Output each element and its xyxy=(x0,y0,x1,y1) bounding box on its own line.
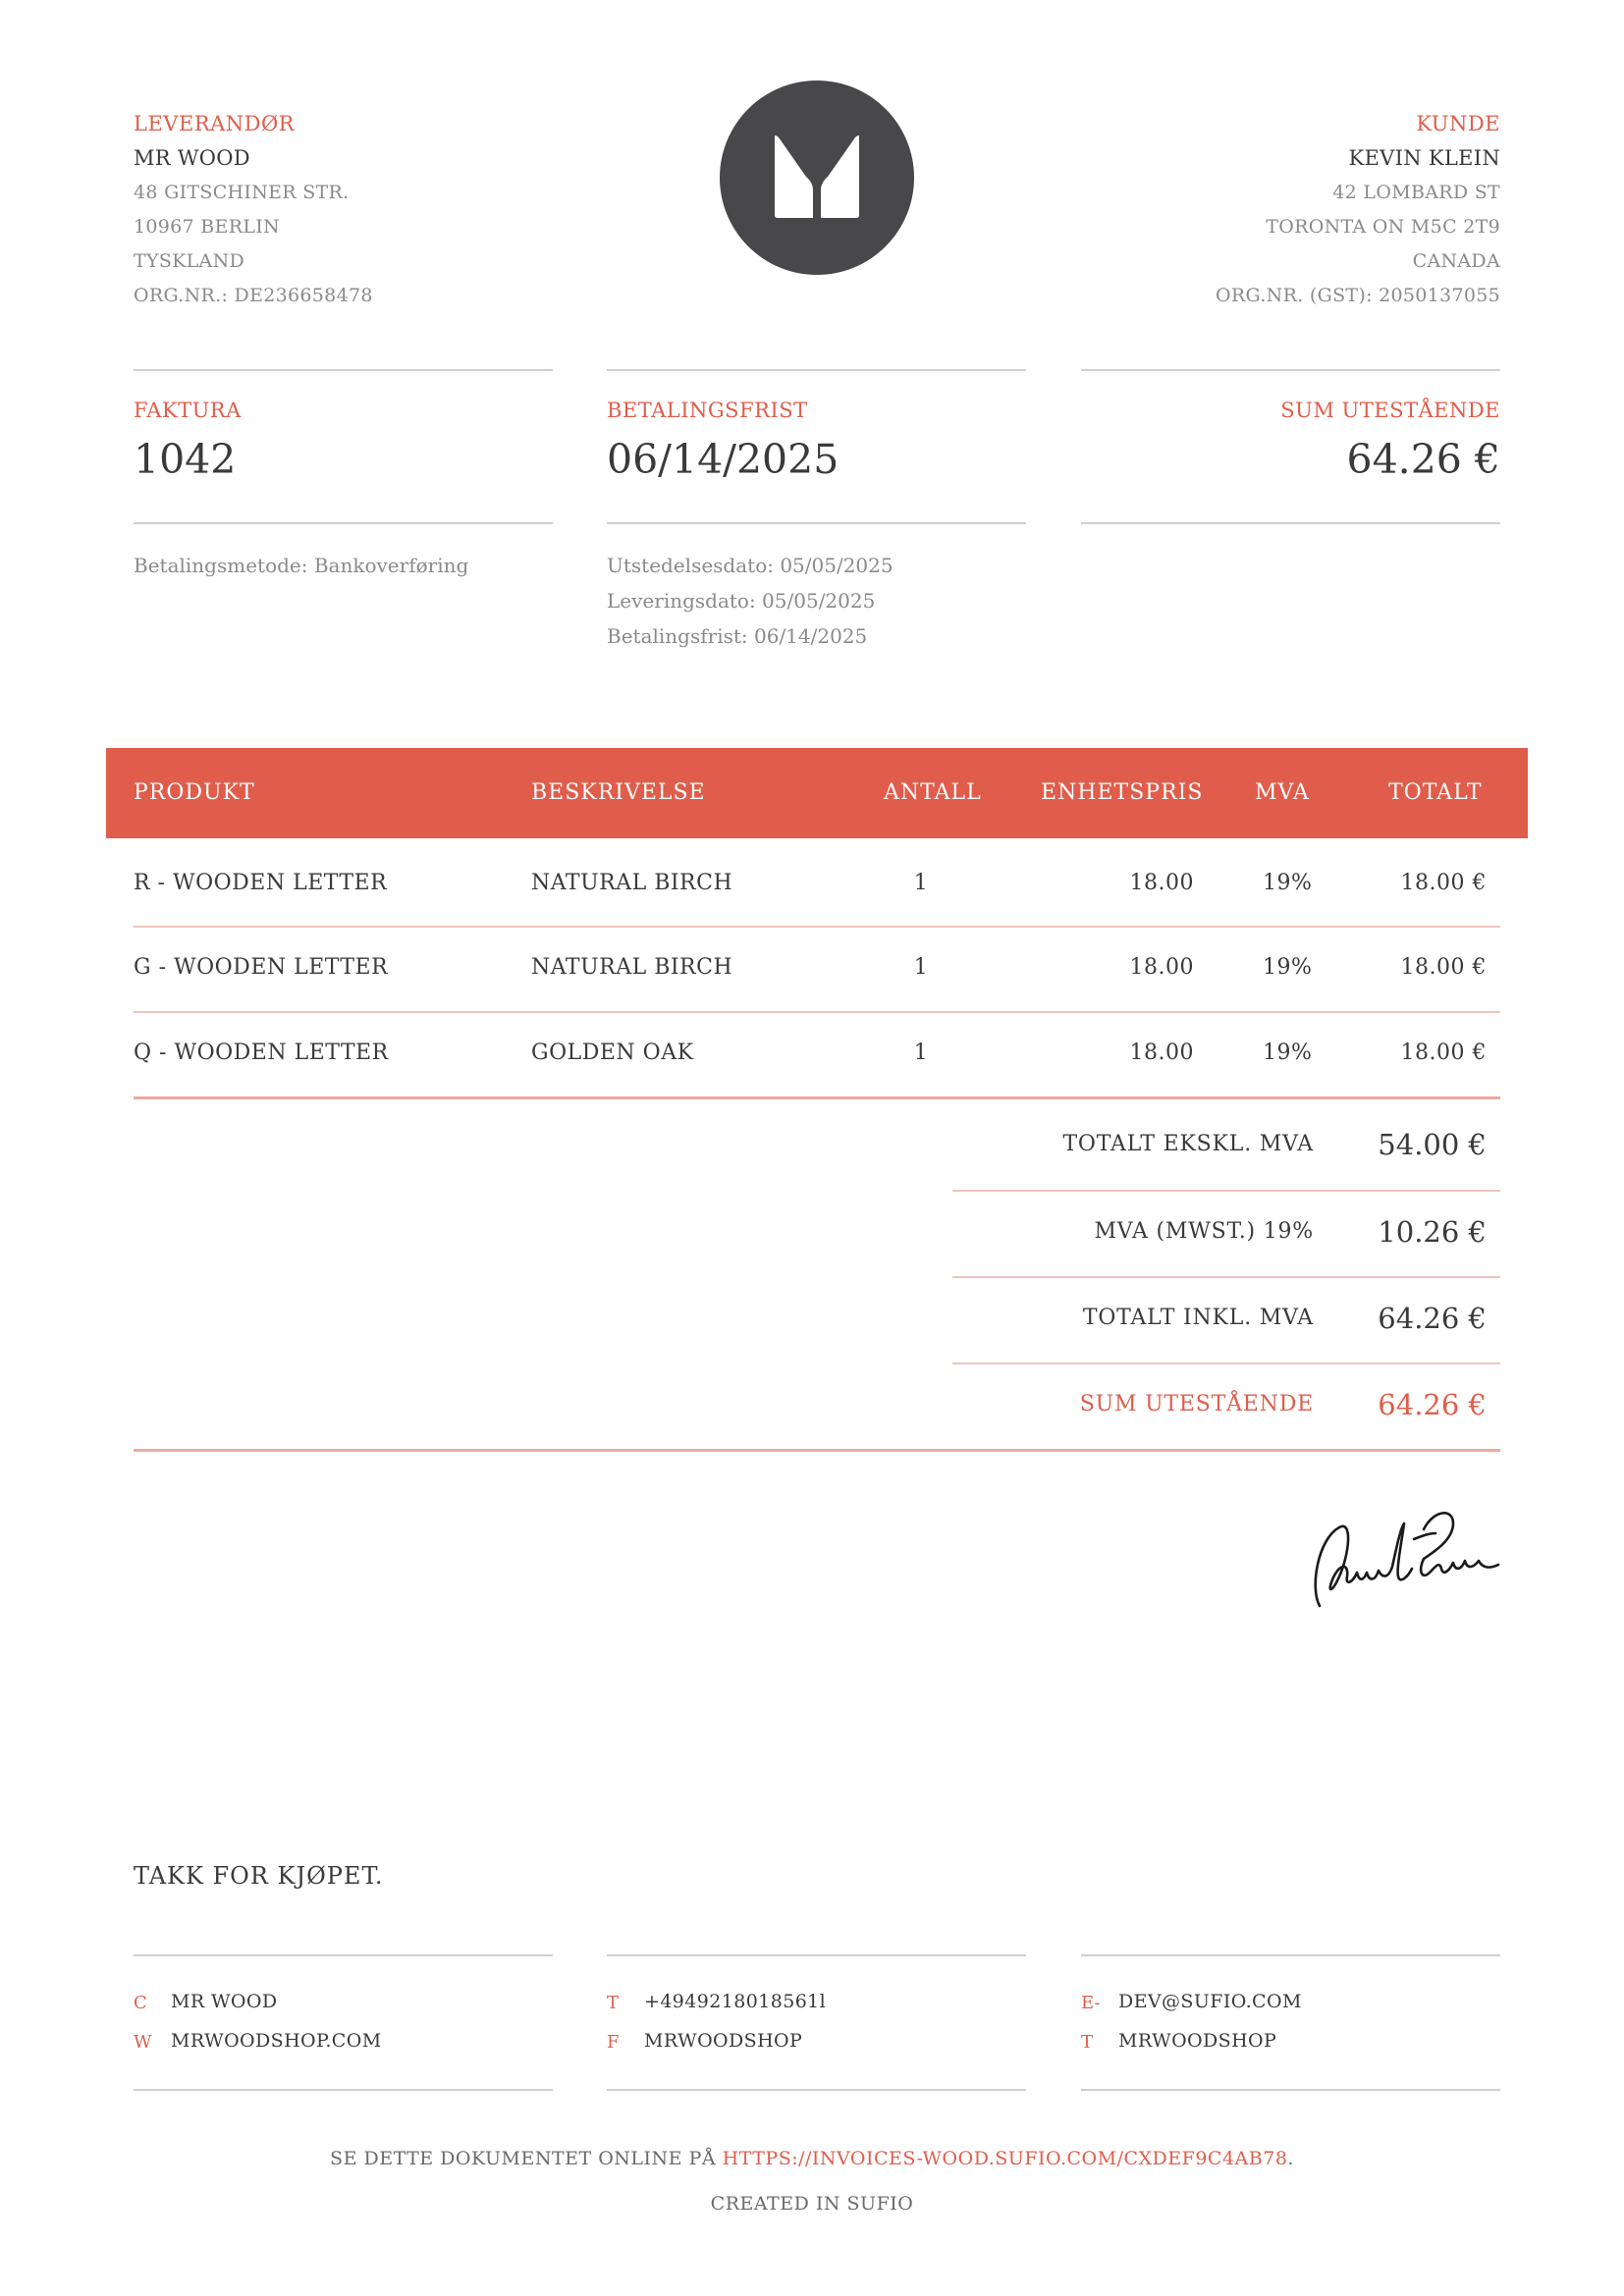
contact-email[interactable]: DEV@SUFIO.COM xyxy=(1118,1991,1302,2012)
contact-key: T xyxy=(1081,2032,1094,2053)
online-prefix: SE DETTE DOKUMENTET ONLINE PÅ xyxy=(330,2148,723,2169)
cell-quantity: 1 xyxy=(913,871,929,895)
divider xyxy=(1081,1954,1500,1956)
line-items-header xyxy=(106,748,1528,838)
cell-vat: 19% xyxy=(1263,871,1313,895)
contact-facebook[interactable]: MRWOODSHOP xyxy=(644,2030,803,2052)
header-description: BESKRIVELSE xyxy=(531,780,706,805)
contact-key: T xyxy=(607,1993,620,2013)
divider xyxy=(607,522,1026,524)
divider xyxy=(134,369,553,371)
cell-total: 18.00 € xyxy=(1400,1041,1487,1065)
outstanding-total-label: SUM UTESTÅENDE xyxy=(1079,1392,1314,1416)
thank-you-message: TAKK FOR KJØPET. xyxy=(134,1862,384,1890)
contact-phone[interactable]: +4949218018561l xyxy=(644,1991,827,2012)
logo-m-icon xyxy=(720,80,914,275)
header-total: TOTALT xyxy=(1388,780,1483,805)
outstanding-block xyxy=(1081,399,1500,483)
outstanding-amount: 64.26 € xyxy=(1346,436,1500,483)
total-excl-vat-row xyxy=(952,1101,1500,1188)
cell-product: G - WOODEN LETTER xyxy=(134,955,389,980)
divider xyxy=(607,2089,1026,2091)
customer-block xyxy=(1088,106,1500,313)
divider xyxy=(134,522,553,524)
cell-unit-price: 18.00 xyxy=(1129,871,1194,895)
delivery-date: Leveringsdato: 05/05/2025 xyxy=(607,589,876,613)
outstanding-row xyxy=(952,1362,1500,1448)
contact-key: F xyxy=(607,2032,620,2053)
header-unit-price: ENHETSPRIS xyxy=(1041,780,1204,805)
supplier-country: TYSKLAND xyxy=(134,250,245,272)
online-suffix: . xyxy=(1287,2148,1294,2169)
totals-bottom-rule xyxy=(134,1449,1500,1452)
customer-org-number: ORG.NR. (GST): 2050137055 xyxy=(1216,285,1500,306)
outstanding-label: SUM UTESTÅENDE xyxy=(1280,399,1500,422)
cell-vat: 19% xyxy=(1263,1041,1313,1065)
supplier-city: 10967 BERLIN xyxy=(134,216,280,238)
cell-description: GOLDEN OAK xyxy=(531,1041,694,1065)
supplier-name: MR WOOD xyxy=(134,146,250,170)
contact-company: MR WOOD xyxy=(171,1991,278,2012)
supplier-label: LEVERANDØR xyxy=(134,112,295,135)
table-row xyxy=(134,926,1500,1010)
company-logo xyxy=(720,80,914,275)
header-vat: MVA xyxy=(1255,780,1310,805)
total-incl-vat-row xyxy=(952,1275,1500,1362)
cell-total: 18.00 € xyxy=(1400,955,1487,980)
table-row xyxy=(134,841,1500,926)
cell-unit-price: 18.00 xyxy=(1129,1041,1194,1065)
cell-description: NATURAL BIRCH xyxy=(531,955,733,980)
payment-method: Betalingsmetode: Bankoverføring xyxy=(134,554,469,577)
cell-description: NATURAL BIRCH xyxy=(531,871,733,895)
payment-due-date: Betalingsfrist: 06/14/2025 xyxy=(607,624,868,648)
invoice-label: FAKTURA xyxy=(134,399,242,422)
contact-website[interactable]: MRWOODSHOP.COM xyxy=(171,2030,382,2052)
vat-value: 10.26 € xyxy=(1378,1215,1487,1249)
customer-label: KUNDE xyxy=(1416,112,1500,135)
contact-twitter[interactable]: MRWOODSHOP xyxy=(1118,2030,1277,2052)
online-document-link[interactable]: HTTPS://INVOICES-WOOD.SUFIO.COM/CXDEF9C4AB78 xyxy=(722,2148,1288,2169)
divider xyxy=(1081,522,1500,524)
divider xyxy=(1081,2089,1500,2091)
header-product: PRODUKT xyxy=(134,780,255,805)
divider xyxy=(134,2089,553,2091)
cell-product: Q - WOODEN LETTER xyxy=(134,1041,389,1065)
cell-vat: 19% xyxy=(1263,955,1313,980)
invoice-number: 1042 xyxy=(134,436,237,483)
customer-country: CANADA xyxy=(1412,250,1500,272)
total-excl-vat-label: TOTALT EKSKL. MVA xyxy=(1062,1132,1314,1156)
due-date-block xyxy=(607,399,1026,483)
cell-quantity: 1 xyxy=(913,955,929,980)
supplier-block xyxy=(134,106,546,313)
date-details xyxy=(607,548,1058,654)
cell-total: 18.00 € xyxy=(1400,871,1487,895)
customer-street: 42 LOMBARD ST xyxy=(1332,182,1500,203)
customer-city: TORONTA ON M5C 2T9 xyxy=(1266,216,1500,238)
created-in-sufio: CREATED IN SUFIO xyxy=(710,2193,914,2215)
contact-key: W xyxy=(134,2032,152,2053)
cell-unit-price: 18.00 xyxy=(1129,955,1194,980)
cell-product: R - WOODEN LETTER xyxy=(134,871,388,895)
header-quantity: ANTALL xyxy=(884,780,982,805)
signature xyxy=(1306,1500,1502,1618)
supplier-org-number: ORG.NR.: DE236658478 xyxy=(134,285,373,306)
vat-label: MVA (MWST.) 19% xyxy=(1094,1219,1314,1244)
customer-name: KEVIN KLEIN xyxy=(1348,146,1500,170)
total-excl-vat-value: 54.00 € xyxy=(1378,1128,1487,1161)
divider xyxy=(134,1954,553,1956)
issue-date: Utstedelsesdato: 05/05/2025 xyxy=(607,554,893,577)
outstanding-total-value: 64.26 € xyxy=(1378,1388,1487,1421)
total-incl-vat-label: TOTALT INKL. MVA xyxy=(1082,1306,1314,1330)
due-date-label: BETALINGSFRIST xyxy=(607,399,808,422)
invoice-number-block xyxy=(134,399,553,483)
due-date-value: 06/14/2025 xyxy=(607,436,839,483)
cell-quantity: 1 xyxy=(913,1041,929,1065)
supplier-street: 48 GITSCHINER STR. xyxy=(134,182,350,203)
divider xyxy=(1081,369,1500,371)
vat-row xyxy=(952,1189,1500,1275)
table-bottom-rule xyxy=(134,1096,1500,1099)
divider xyxy=(607,369,1026,371)
contact-key: E- xyxy=(1081,1993,1101,2013)
online-link-line xyxy=(0,2148,1624,2169)
total-incl-vat-value: 64.26 € xyxy=(1378,1302,1487,1335)
contact-key: C xyxy=(134,1993,147,2013)
divider xyxy=(607,1954,1026,1956)
table-row xyxy=(134,1011,1500,1095)
